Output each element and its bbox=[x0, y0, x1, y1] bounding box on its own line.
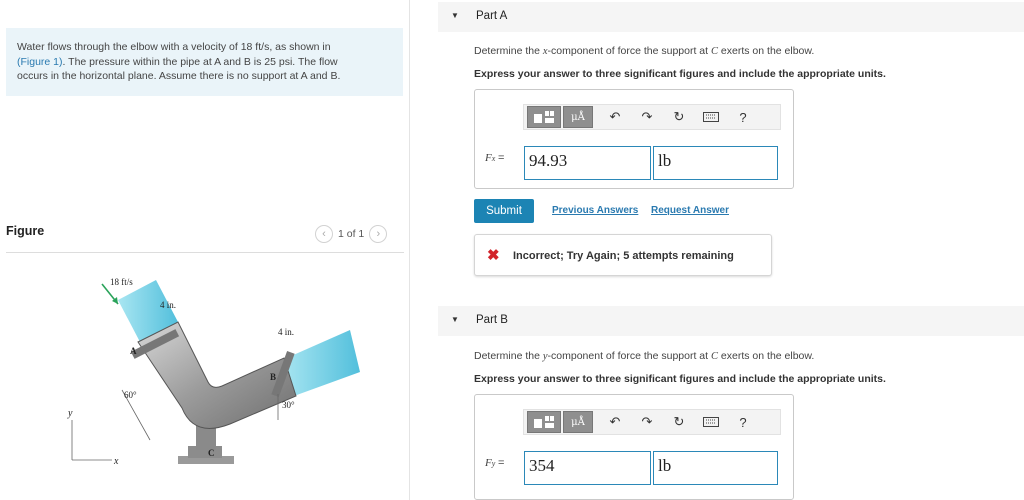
part-b-answer-label: Fy = bbox=[485, 457, 505, 469]
submit-button[interactable]: Submit bbox=[474, 199, 534, 223]
part-a-title: Part A bbox=[476, 10, 508, 22]
problem-line-3: occurs in the horizontal plane. Assume there is no support at A and B. bbox=[17, 70, 341, 82]
point-c-label: C bbox=[208, 448, 215, 458]
part-b-prompt: Determine the y-component of force the support at C exerts on the elbow. bbox=[474, 350, 815, 362]
reset-icon[interactable]: ↻ bbox=[673, 414, 685, 429]
templates-button[interactable] bbox=[527, 106, 561, 128]
problem-statement bbox=[6, 28, 403, 96]
part-b-instruction: Express your answer to three significant figures and include the appropriate units. bbox=[474, 373, 886, 385]
elbow-figure bbox=[60, 270, 360, 480]
reset-icon[interactable]: ↻ bbox=[673, 109, 685, 124]
previous-answers-link[interactable]: Previous Answers bbox=[552, 205, 639, 216]
units-button[interactable]: μÅ bbox=[563, 106, 593, 128]
feedback-box bbox=[474, 234, 772, 276]
part-b-toolbar bbox=[523, 409, 781, 435]
undo-icon[interactable]: ↶ bbox=[609, 109, 621, 124]
keyboard-icon[interactable] bbox=[695, 411, 727, 433]
problem-line-2: (Figure 1). The pressure within the pipe at A and B is 25 psi. The flow bbox=[17, 55, 338, 68]
part-a-prompt: Determine the x-component of force the support at C exerts on the elbow. bbox=[474, 45, 815, 57]
templates-icon bbox=[533, 110, 555, 124]
angle-left-label: 60° bbox=[124, 390, 137, 400]
chevron-left-icon: ‹ bbox=[322, 228, 326, 240]
part-a-answer-box bbox=[474, 89, 794, 189]
redo-icon[interactable]: ↷ bbox=[641, 109, 653, 124]
velocity-label: 18 ft/s bbox=[110, 277, 133, 287]
templates-icon bbox=[533, 415, 555, 429]
part-b-title: Part B bbox=[476, 314, 508, 326]
point-b-label: B bbox=[270, 372, 277, 382]
help-button[interactable]: ? bbox=[739, 414, 747, 430]
request-answer-link[interactable]: Request Answer bbox=[651, 205, 729, 216]
caret-down-icon: ▼ bbox=[451, 315, 459, 324]
caret-down-icon: ▼ bbox=[451, 11, 459, 20]
prev-figure-button[interactable] bbox=[315, 225, 333, 243]
part-a-value-input[interactable]: 94.93 bbox=[524, 146, 651, 180]
figure-link[interactable]: (Figure 1) bbox=[17, 55, 63, 68]
templates-button[interactable] bbox=[527, 411, 561, 433]
part-a-toolbar bbox=[523, 104, 781, 130]
water-outlet bbox=[282, 330, 360, 396]
problem-line-1: Water flows through the elbow with a velocity of 18 ft/s, as shown in bbox=[17, 41, 331, 53]
axis-x-label: x bbox=[114, 456, 119, 467]
diameter-b-label: 4 in. bbox=[278, 327, 295, 337]
pager-text: 1 of 1 bbox=[338, 228, 365, 240]
chevron-right-icon: › bbox=[376, 228, 381, 240]
next-figure-button[interactable] bbox=[369, 225, 387, 243]
redo-icon[interactable]: ↷ bbox=[641, 414, 653, 429]
diameter-a-label: 4 in. bbox=[160, 300, 177, 310]
part-b-answer-box bbox=[474, 394, 794, 500]
part-a-header[interactable] bbox=[438, 2, 1024, 32]
point-a-label: A bbox=[130, 346, 137, 356]
keyboard-icon[interactable] bbox=[695, 106, 727, 128]
help-button[interactable]: ? bbox=[739, 109, 747, 125]
units-button[interactable]: μÅ bbox=[563, 411, 593, 433]
part-a-instruction: Express your answer to three significant figures and include the appropriate units. bbox=[474, 68, 886, 80]
x-mark-icon: ✖ bbox=[487, 247, 500, 264]
part-a-unit-input[interactable]: lb bbox=[653, 146, 778, 180]
figure-divider bbox=[6, 252, 404, 253]
axis-y-label: y bbox=[68, 408, 73, 419]
undo-icon[interactable]: ↶ bbox=[609, 414, 621, 429]
part-a-answer-label: Fx = bbox=[485, 152, 505, 164]
figure-pager bbox=[315, 225, 387, 243]
angle-right-label: 30° bbox=[282, 400, 295, 410]
feedback-text: Incorrect; Try Again; 5 attempts remaining bbox=[513, 250, 734, 262]
figure-heading: Figure bbox=[6, 224, 45, 238]
part-b-header[interactable] bbox=[438, 306, 1024, 336]
part-b-value-input[interactable]: 354 bbox=[524, 451, 651, 485]
part-b-unit-input[interactable]: lb bbox=[653, 451, 778, 485]
